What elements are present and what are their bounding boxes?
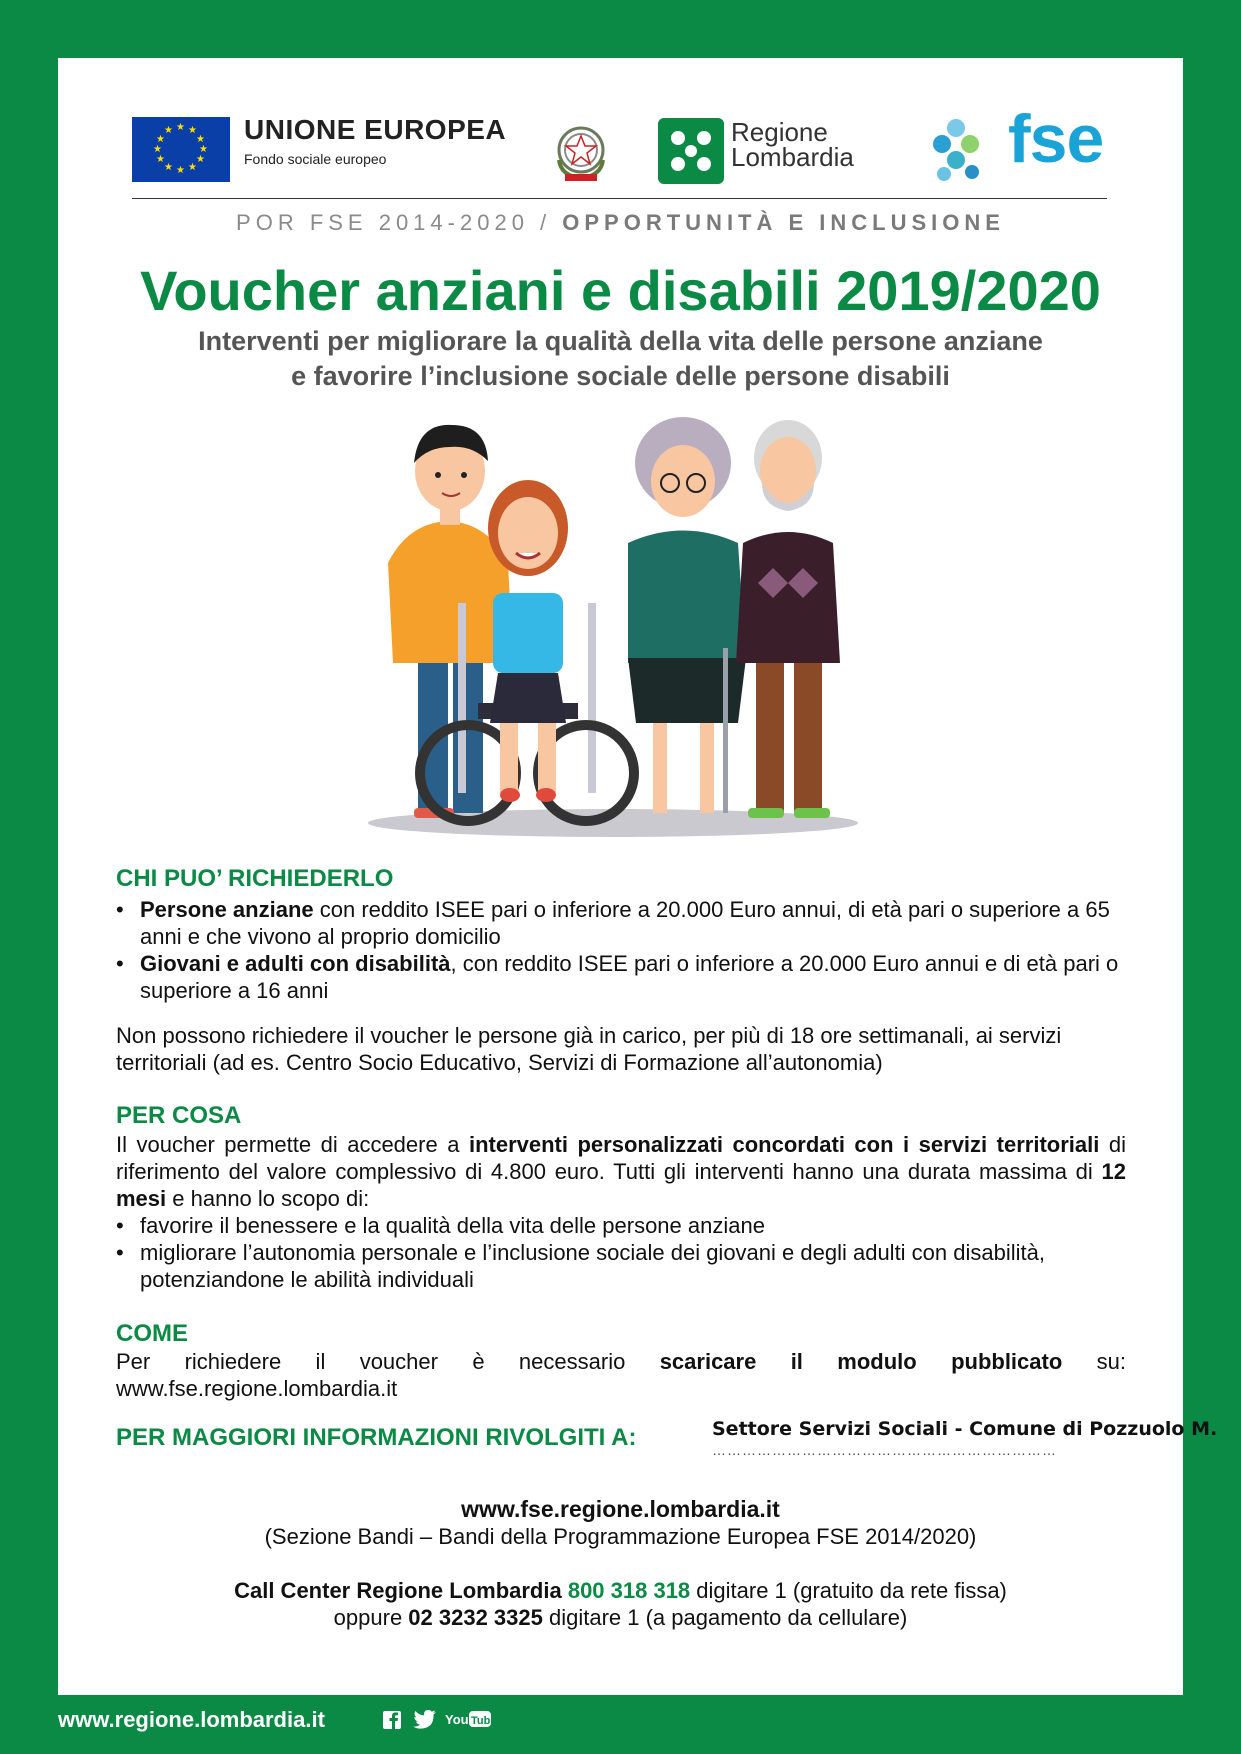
facebook-icon[interactable]	[383, 1707, 403, 1731]
grandmother-figure	[628, 417, 746, 813]
italian-republic-emblem-icon	[551, 120, 611, 186]
section-heading-come: COME	[116, 1320, 188, 1347]
program-line	[58, 210, 1183, 236]
rl-line2: Lombardia	[731, 142, 854, 172]
per-cosa-list	[116, 1212, 1126, 1293]
twitter-icon[interactable]	[413, 1707, 437, 1731]
program-name: POR FSE 2014-2020 /	[236, 210, 563, 235]
bullet-text: con reddito ISEE pari o inferiore a 20.000 Euro annui, di età pari o superiore a 65 anni e che vivono al proprio domicilio	[140, 897, 1110, 949]
eu-flag-logo: ★ ★ ★ ★ ★ ★ ★ ★ ★ ★ ★ ★	[132, 117, 230, 182]
rl-line1: Regione	[731, 117, 828, 147]
section-reference: (Sezione Bandi – Bandi della Programmazione Europea FSE 2014/2020)	[264, 1524, 977, 1549]
svg-text:You: You	[445, 1712, 469, 1727]
bold-text: 12 mesi	[116, 1159, 1126, 1211]
list-item	[116, 950, 1126, 1004]
call-center-number[interactable]: 800 318 318	[567, 1578, 691, 1603]
bullet-bold: Persone anziane	[140, 897, 314, 922]
fse-wordmark: fse	[1008, 101, 1104, 177]
alt-phone-line	[58, 1604, 1183, 1631]
fse-website-link[interactable]: www.fse.regione.lombardia.it	[461, 1496, 780, 1522]
regione-lombardia-wordmark	[731, 117, 854, 172]
list-item: • migliorare l’autonomia personale e l’inclusione sociale dei giovani e degli adulti con disabilità, potenziandone le abilità individuali	[116, 1239, 1126, 1293]
family-illustration	[348, 403, 898, 843]
chi-note: Non possono richiedere il voucher le persone già in carico, per più di 18 ore settimanali, ai servizi territoriali (ad es. Centro Socio Educativo, Servizi di Formazione all’autonomia)	[116, 1023, 1062, 1075]
program-axis: OPPORTUNITÀ E INCLUSIONE	[562, 210, 1005, 235]
fse-logo-icon	[924, 114, 994, 186]
grandfather-figure	[736, 420, 840, 818]
info-heading: PER MAGGIORI INFORMAZIONI RIVOLGITI A:	[116, 1424, 637, 1451]
text: di riferimento del valore complessivo di 4.800 euro. Tutti gli interventi hanno una durata massima di	[116, 1132, 1126, 1184]
bold-text: interventi personalizzati concordati con i servizi territoriali	[468, 1132, 1100, 1157]
header-divider	[132, 198, 1107, 199]
alt-phone-number[interactable]: 02 3232 3325	[408, 1605, 543, 1630]
text: Per richiedere il voucher è necessario	[116, 1349, 660, 1374]
eu-title: UNIONE EUROPEA	[244, 114, 507, 145]
svg-text:Tube: Tube	[471, 1715, 497, 1727]
regione-lombardia-logo	[658, 118, 724, 184]
page-subtitle	[58, 324, 1183, 394]
call-center-line	[58, 1577, 1183, 1604]
youtube-icon[interactable]	[445, 1707, 497, 1731]
section-heading-chi: CHI PUO’ RICHIEDERLO	[116, 865, 394, 892]
eu-subtitle: Fondo sociale europeo	[244, 151, 387, 167]
text: Il voucher permette di accedere a	[116, 1132, 469, 1157]
contact-office: Settore Servizi Sociali - Comune di Pozzuolo M.	[712, 1418, 1218, 1440]
call-center-label: Call Center Regione Lombardia	[234, 1578, 568, 1603]
per-cosa-paragraph	[116, 1131, 1126, 1212]
text: oppure	[333, 1605, 409, 1630]
bullet-text: , con reddito ISEE pari o inferiore a 20.000 Euro annui e di età pari o superiore a 16 anni	[140, 951, 1119, 1003]
subtitle-line1: Interventi per migliorare la qualità della vita delle persone anziane	[198, 326, 1043, 356]
bold-text: scaricare il modulo pubblicato	[659, 1349, 1063, 1374]
bullet-bold: Giovani e adulti con disabilità	[140, 951, 451, 976]
young-woman-figure	[488, 480, 568, 802]
list-item: • favorire il benessere e la qualità della vita delle persone anziane	[116, 1212, 1126, 1239]
fill-in-dots: ……………………………………………………………	[712, 1442, 1057, 1458]
come-paragraph	[116, 1348, 1126, 1402]
chi-list	[116, 896, 1126, 1004]
page-title: Voucher anziani e disabili 2019/2020	[140, 259, 1101, 322]
section-heading-per-cosa: PER COSA	[116, 1102, 242, 1129]
list-item	[116, 896, 1126, 950]
text: digitare 1 (gratuito da rete fissa)	[690, 1578, 1007, 1603]
text: digitare 1 (a pagamento da cellulare)	[542, 1605, 908, 1630]
footer-website-link[interactable]: www.regione.lombardia.it	[58, 1707, 325, 1732]
subtitle-line2: e favorire l’inclusione sociale delle persone disabili	[291, 361, 950, 391]
text: e hanno lo scopo di:	[166, 1186, 370, 1211]
text: su: www.fse.regione.lombardia.it	[116, 1349, 1127, 1401]
flyer-page	[58, 58, 1218, 1695]
